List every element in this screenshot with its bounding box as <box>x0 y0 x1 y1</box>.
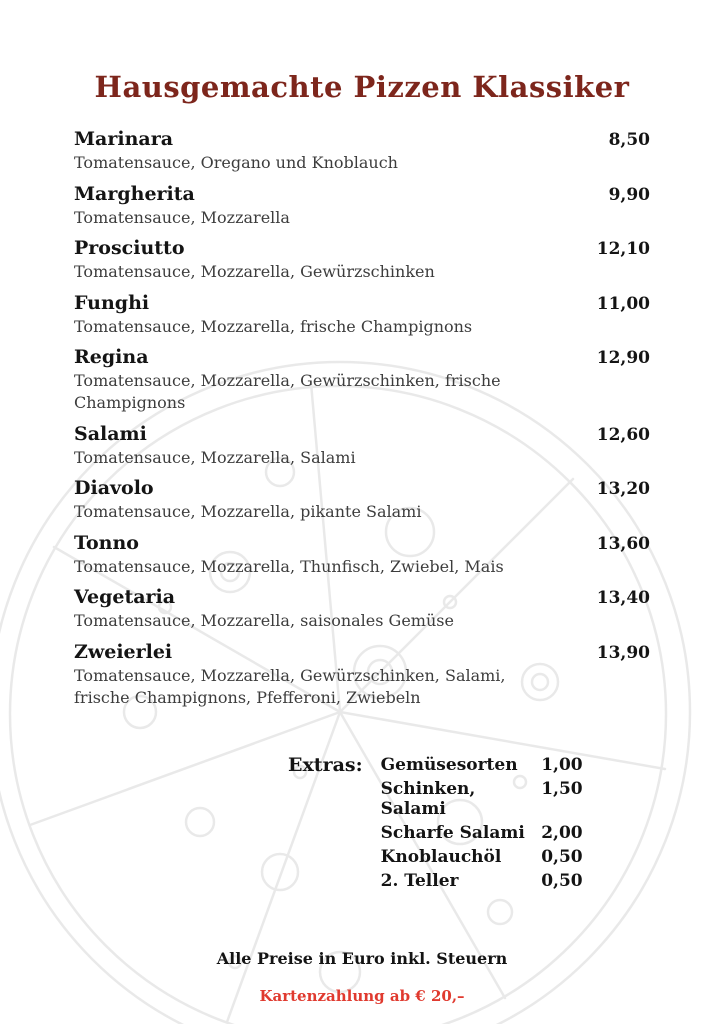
menu-item <box>74 292 650 338</box>
item-description: Tomatensauce, Mozzarella, frische Champignons <box>74 316 473 336</box>
extras-label: Extras: <box>288 754 363 777</box>
menu-item <box>74 128 650 174</box>
item-price: 13,20 <box>596 479 650 500</box>
item-description: Tomatensauce, Mozzarella, Salami <box>74 447 356 467</box>
footer-card-note: Kartenzahlung ab € 20,– <box>259 987 465 1006</box>
item-name: Marinara <box>74 128 174 150</box>
extra-item <box>381 823 583 843</box>
item-price: 9,90 <box>608 184 650 205</box>
item-name: Margherita <box>74 182 195 205</box>
menu-item <box>74 346 650 413</box>
extras-list <box>381 754 583 895</box>
item-name: Funghi <box>74 291 150 314</box>
extra-price: 2,00 <box>541 823 583 844</box>
extra-name: 2. Teller <box>380 871 459 892</box>
item-description: Tomatensauce, Mozzarella <box>74 207 290 227</box>
item-name: Diavolo <box>74 477 154 500</box>
item-price: 12,10 <box>596 239 650 260</box>
extra-item <box>381 871 583 891</box>
extra-price: 1,50 <box>541 779 583 800</box>
extra-name: Gemüsesorten <box>380 755 518 776</box>
item-description: Tomatensauce, Mozzarella, Gewürzschinken <box>74 262 435 282</box>
item-description: Tomatensauce, Mozzarella, Thunfisch, Zwiebel, Mais <box>74 556 504 576</box>
menu-item <box>74 641 650 708</box>
extra-price: 0,50 <box>541 847 583 868</box>
menu-item <box>74 586 650 632</box>
item-price: 11,00 <box>596 293 650 314</box>
item-description: Tomatensauce, Oregano und Knoblauch <box>74 153 398 172</box>
menu-item <box>74 183 650 229</box>
extras-section <box>288 754 724 895</box>
menu-item <box>74 532 650 578</box>
item-price: 12,60 <box>596 424 650 445</box>
item-price: 13,60 <box>596 533 650 554</box>
extra-name: Knoblauchöl <box>380 847 502 868</box>
item-name: Salami <box>74 422 147 445</box>
menu-item <box>74 423 650 469</box>
extra-name: Scharfe Salami <box>380 823 525 844</box>
footer-tax-note: Alle Preise in Euro inkl. Steuern <box>216 949 508 969</box>
extra-price: 1,00 <box>541 755 583 776</box>
extra-item <box>381 755 583 775</box>
item-price: 12,90 <box>596 348 650 369</box>
extra-price: 0,50 <box>541 871 583 892</box>
item-name: Tonno <box>74 531 139 554</box>
item-price: 8,50 <box>608 130 650 150</box>
item-description: Tomatensauce, Mozzarella, pikante Salami <box>74 502 422 522</box>
item-description: Tomatensauce, Mozzarella, Gewürzschinken, Salami, frische Champignons, Pfefferoni, Zwiebeln <box>74 665 506 707</box>
item-name: Prosciutto <box>74 237 185 260</box>
extra-item <box>381 779 583 819</box>
item-price: 13,40 <box>596 588 650 609</box>
item-price: 13,90 <box>596 642 650 663</box>
extra-item <box>381 847 583 867</box>
extra-name: Schinken, Salami <box>380 779 476 820</box>
item-description: Tomatensauce, Mozzarella, saisonales Gemüse <box>74 611 454 631</box>
menu-item <box>74 477 650 523</box>
item-name: Zweierlei <box>74 640 173 663</box>
item-name: Regina <box>74 346 149 369</box>
item-description: Tomatensauce, Mozzarella, Gewürzschinken, frische Champignons <box>74 371 501 412</box>
page-title: Hausgemachte Pizzen Klassiker <box>94 70 630 104</box>
menu-list <box>74 128 650 708</box>
menu-item <box>74 237 650 283</box>
item-name: Vegetaria <box>74 586 176 609</box>
